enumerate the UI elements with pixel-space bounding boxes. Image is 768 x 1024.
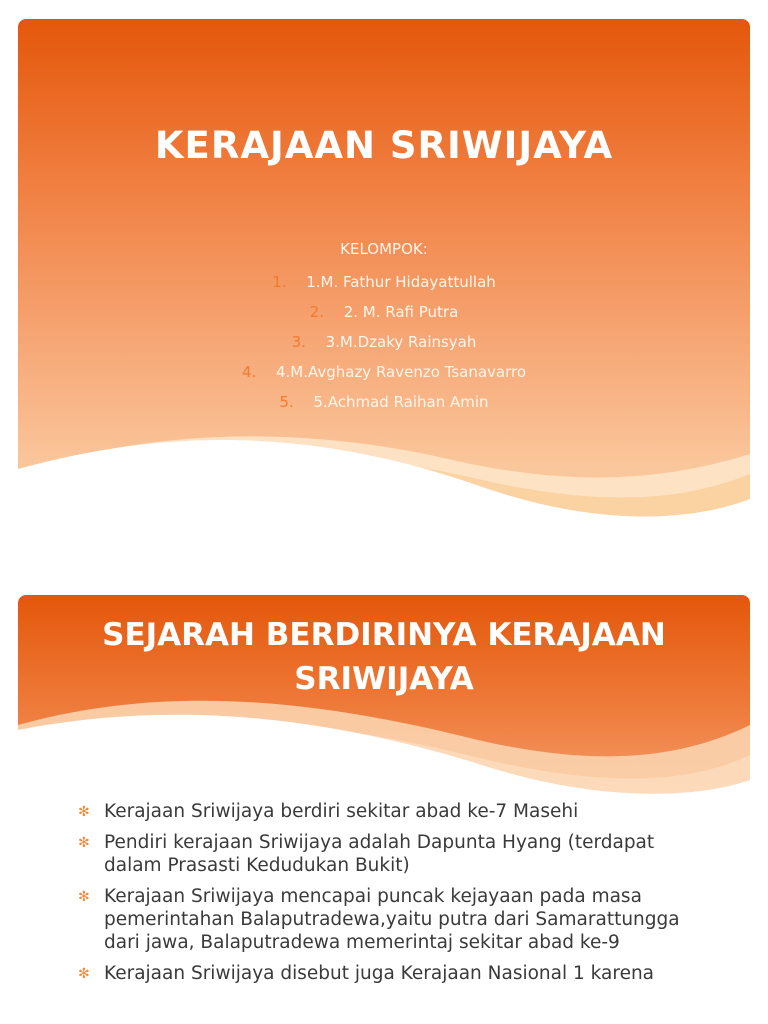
asterisk-bullet-icon: ✻	[78, 966, 90, 982]
list-item	[78, 885, 698, 954]
group-label: KELOMPOK:	[340, 240, 428, 258]
member-number: 3.	[291, 333, 306, 351]
member-item	[18, 267, 750, 297]
list-item-text: Kerajaan Sriwijaya berdiri sekitar abad ke-7 Masehi	[104, 801, 579, 822]
asterisk-bullet-icon: ✻	[78, 804, 90, 820]
group-members	[18, 239, 750, 417]
list-item-text: Kerajaan Sriwijaya mencapai puncak kejayaan pada masa pemerintahan Balaputradewa,yaitu putra dari Samarattungga dari jawa, Balaputradewa memerintaj sekitar abad ke-9	[104, 886, 680, 953]
asterisk-bullet-icon: ✻	[78, 835, 90, 851]
asterisk-bullet-icon: ✻	[78, 889, 90, 905]
title-slide	[18, 19, 750, 539]
list-item-text: Kerajaan Sriwijaya disebut juga Kerajaan Nasional 1 karena	[104, 963, 655, 984]
member-name: 5.Achmad Raihan Amin	[313, 393, 489, 411]
member-number: 2.	[309, 303, 325, 321]
slide-title: KERAJAAN SRIWIJAYA	[154, 124, 614, 167]
member-item	[18, 387, 750, 417]
member-item	[18, 297, 750, 327]
member-item	[18, 327, 750, 357]
member-name: 2. M. Rafi Putra	[343, 303, 459, 321]
slide-heading-line2: SRIWIJAYA	[294, 661, 474, 697]
decorative-wave	[18, 419, 750, 539]
member-number: 4.	[241, 363, 257, 381]
list-item-text: Pendiri kerajaan Sriwijaya adalah Dapunta Hyang (terdapat dalam Prasasti Kedudukan Bukit)	[104, 832, 655, 876]
list-item	[78, 800, 698, 823]
member-name: 4.M.Avghazy Ravenzo Tsanavarro	[275, 363, 527, 381]
member-number: 1.	[272, 273, 287, 291]
member-item	[18, 357, 750, 387]
member-name: 1.M. Fathur Hidayattullah	[306, 273, 496, 291]
list-item	[78, 831, 698, 877]
slide-heading-line1: SEJARAH BERDIRINYA KERAJAAN	[102, 617, 666, 653]
member-name: 3.M.Dzaky Rainsyah	[325, 333, 477, 351]
content-slide-header	[18, 595, 750, 815]
member-number: 5.	[279, 393, 294, 411]
decorative-wave	[18, 685, 750, 815]
bullet-list	[78, 800, 698, 993]
slide-heading	[18, 613, 750, 701]
list-item	[78, 962, 698, 985]
